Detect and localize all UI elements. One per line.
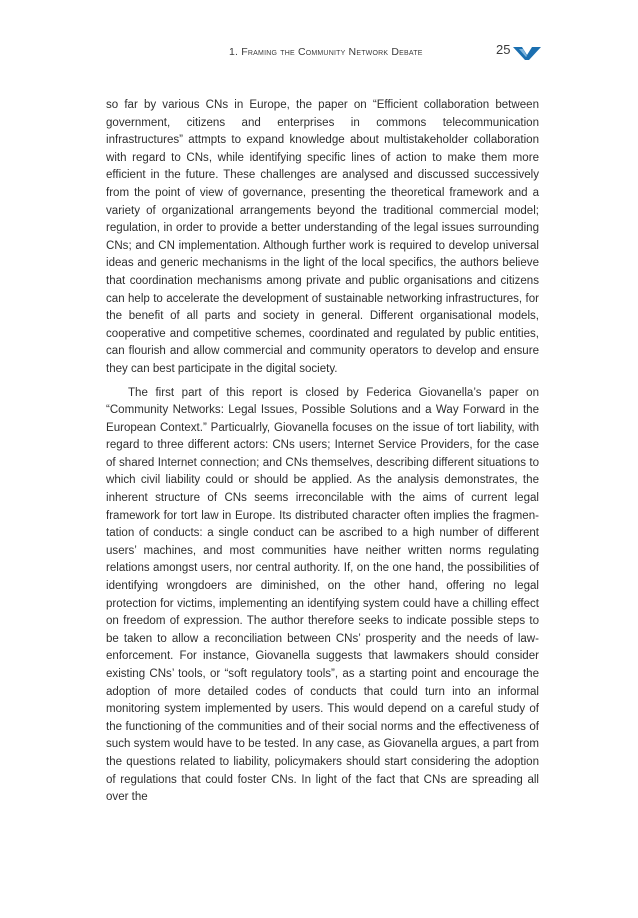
- running-title: [229, 46, 423, 58]
- chapter-number: 1.: [229, 46, 239, 58]
- chevron-bird-logo-icon: [513, 45, 541, 61]
- page-number: 25: [496, 42, 511, 57]
- paragraph: so far by various CNs in Europe, the paper on “Efficient collaboration between government, citizens and enterprises in commons telecommunication infrastructures” attmpts to expand knowledge about multistakeholder collaboration with regard to CNs, while identifying specific lines of action to make them more efficient in the future. These challenges are analysed and discussed successively from the point of view of governance, presenting the theoretical framework and a variety of organizational arrangements beyond the traditional commercial model; regulation, in order to provide a better understanding of the legal issues surrounding CNs; and CN implementation. Although further work is required to develop universal ideas and generic mechanisms in the light of the local specifics, the authors believe that coordination mechanisms among private and public organisations and citizens can help to accelerate the development of sustainable networking infrastructures, for the benefit of all parts and society in general. Different organisational models, cooperative and competitive schemes, coordinated and regulated by public entities, can flourish and allow commercial and community operators to develop and ensure they can best participate in the digital society.: [106, 99, 539, 375]
- page-header: [0, 42, 638, 66]
- paragraph: The first part of this report is closed by Federica Giovanella’s paper on “Community Networks: Legal Issues, Possible Solutions and a Way Forward in the European Context.” Particualrly, Giovanella focuses on the issue of tort liability, with regard to three different actors: CNs users; Internet Service Providers, for the case of shared Internet connection; and CNs themselves, describing different situations to which civil liability could or should be applied. As the analysis demonstrates, the inherent structure of CNs seems irreconcilable with the aims of current legal framework for tort law in Europe. Its distributed character often implies the fragmentation of conducts: a single conduct can be ascribed to a high number of different users’ machines, and most communities have neither written norms regulating relations amongst users, nor central authority. If, on the one hand, the possibilities of identifying wrongdoers are diminished, on the other hand, offering no legal protection for victims, implementing an identifying system could have a chilling effect on freedom of expression. The author therefore seeks to indicate possible steps to be taken to allow a reconciliation between CNs’ prosperity and the needs of law-enforcement. For instance, Giovanella suggests that lawmakers should consider existing CNs’ tools, or “soft regulatory tools”, as a starting point and encourage the adoption of more detailed codes of conducts that could turn into an informal monitoring system implemented by users. This would depend on a careful study of the functioning of the communities and of their social norms and the effectiveness of such system would have to be tested. In any case, as Giovanella argues, a part from the questions related to liability, policymakers should start considering the adoption of regulations that could foster CNs. In light of the fact that CNs are spreading all over the: [106, 386, 539, 804]
- body-text: [106, 97, 539, 807]
- chapter-title: Framing the Community Network Debate: [241, 46, 423, 58]
